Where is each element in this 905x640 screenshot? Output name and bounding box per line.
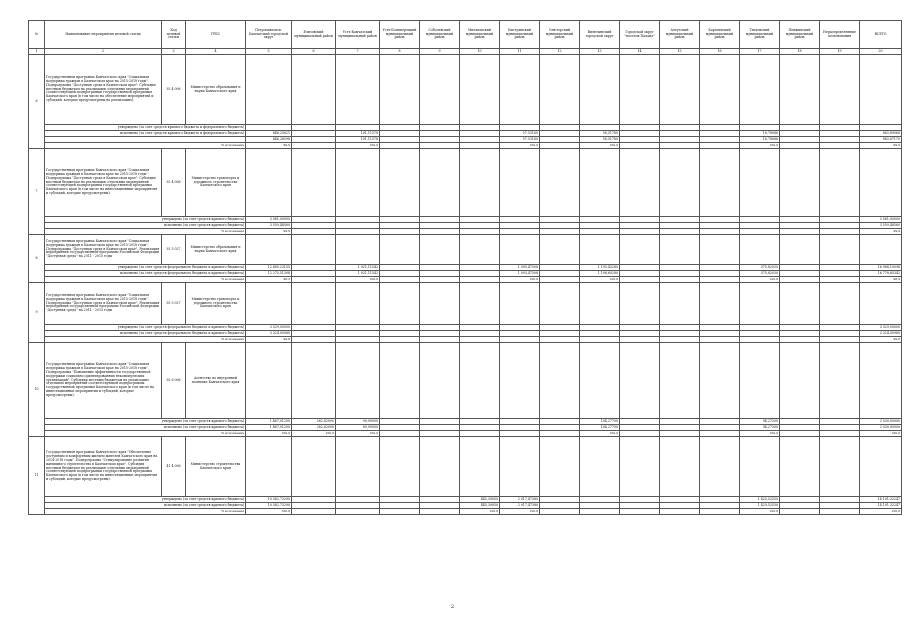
empty-cell [500,55,540,125]
empty-cell [336,55,380,125]
empty-cell [292,149,336,217]
value-cell: 18,78086 [740,137,780,143]
value-cell [420,509,460,515]
value-cell: 1 195,43280 [580,265,620,271]
empty-cell [660,149,700,217]
column-header: № [29,21,45,49]
empty-cell [740,235,780,265]
value-cell: 104,27700 [580,419,620,425]
value-cell: 12 480,23155 [246,265,292,271]
value-cell [580,509,620,515]
empty-cell [380,343,420,419]
value-cell: 100,0 [740,143,780,149]
value-cell: 57,53160 [500,137,540,143]
empty-cell [336,283,380,325]
column-number: 10 [460,49,500,55]
value-cell [700,509,740,515]
value-cell: 3 324,00960 [246,331,292,337]
program-description: Государственная программа Камчатского края "Социальная поддержка граждан в Камчатском крае на 2015-2018 годы". Подпрограмма "Повышение эффективности государственной поддержки социально ориентированных некоммерческих организаций". Субсидии местным бюджетам на реализацию отдельных мероприятий соответствующей подпрограммы государственной программы Камчатского края (в том числе на инвестиционные мероприятия и субсидий, которые предусмотрены). [45,343,162,419]
header-row [29,21,902,49]
empty-cell [292,55,336,125]
empty-cell [780,149,820,217]
column-header: Наименование мероприятия целевой статьи [45,21,162,49]
empty-cell [460,149,500,217]
value-cell: 101,11578 [336,137,380,143]
empty-cell [820,283,860,325]
value-cell: 16 968,10098 [860,265,902,271]
empty-cell [780,343,820,419]
value-cell: 1 467,01200 [246,425,292,431]
empty-cell [620,55,660,125]
row-number: 10 [29,343,45,437]
value-cell: 10 382,73290 [246,503,292,509]
row-number: 7 [29,149,45,235]
empty-cell [740,437,780,497]
column-number: 14 [620,49,660,55]
program-description: Государственная программа Камчатского края "Обеспечение доступным и комфортным жильем жителей Камчатского края на 2014-2018 годы". Подпрограмма "Стимулирование развития жилищного строительства в Камчатском крае". Субсидии местным бюджетам на реализацию отдельных мероприятий соответствующей подпрограммы государственной программы Камчатского края (в том числе на инвестиционные мероприятия и субсидий, которые предусмотрены). [45,437,162,497]
value-cell: 1 425,52550 [740,497,780,503]
column-header: Код целевой статьи [162,21,186,49]
column-number: 17 [740,49,780,55]
value-cell: 2 017,47380 [500,497,540,503]
row-number: 9 [29,283,45,343]
value-cell: 100,0 [246,431,292,437]
value-cell: 262,82000 [292,425,336,431]
empty-cell [860,235,902,265]
value-cell: 1 093,47508 [500,271,540,277]
empty-cell [660,235,700,265]
empty-cell [740,149,780,217]
value-cell: 10 382,73290 [246,497,292,503]
value-cell: 99,8 [860,337,902,343]
row-label: утверждено (за счет средств краевого бюджета и федерального бюджета) [45,125,246,131]
value-cell: 100,0 [336,431,380,437]
value-cell: 100,0 [292,431,336,437]
empty-cell [780,437,820,497]
row-label: % исполнения [45,509,246,515]
row-label: исполнено (за счет средств краевого бюджета) [45,223,246,229]
value-cell [660,509,700,515]
row-label: % исполнения [45,229,246,235]
row-label: исполнено (за счет средств краевого бюджета) [45,503,246,509]
page-number: 2 [450,604,455,610]
value-cell: 101,11578 [336,131,380,137]
empty-cell [292,343,336,419]
value-cell [292,509,336,515]
value-cell: 3 559,48560 [246,223,292,229]
row-label: утверждено (за счет средств краевого бюджета) [45,497,246,503]
column-header: Быстринский муниципальный район [500,21,540,49]
program-row [29,437,902,497]
column-header: Алеутский муниципальный район [660,21,700,49]
column-number: 6 [292,49,336,55]
empty-cell [336,437,380,497]
empty-cell [820,235,860,265]
row-label: исполнено (за счет средств федерального бюджета и краевого бюджета) [45,271,246,277]
value-cell: 646,26598 [246,137,292,143]
empty-cell [820,437,860,497]
row-label: исполнено (за счет средств краевого бюджета) [45,425,246,431]
empty-cell [700,343,740,419]
empty-cell [580,55,620,125]
empty-cell [580,283,620,325]
value-cell: 3 329,50000 [860,325,902,331]
grbs-name: Министерство транспорта и дорожного строительства Камчатского края [186,283,246,325]
empty-cell [336,235,380,265]
empty-cell [540,235,580,265]
value-cell: 1 921,11542 [336,265,380,271]
empty-cell [420,343,460,419]
value-cell: 58,51780 [580,137,620,143]
value-cell: 883,87170 [860,137,902,143]
grbs-name: Агентство по внутренней политике Камчатского края [186,343,246,419]
column-header: Нераспределенные ассигнования [820,21,860,49]
value-cell: 57,53160 [500,131,540,137]
value-cell: 375,82030 [740,271,780,277]
empty-cell [420,283,460,325]
empty-cell [380,149,420,217]
empty-cell [540,437,580,497]
target-article-code: 35 6 006 [162,343,186,419]
row-label: утверждено (за счет средств краевого бюджета) [45,419,246,425]
column-number: 13 [580,49,620,55]
empty-cell [700,235,740,265]
value-cell: 1 425,52550 [740,503,780,509]
empty-cell [420,235,460,265]
value-cell: 1 467,01200 [246,419,292,425]
row-number: 11 [29,437,45,515]
value-cell: 100,0 [580,143,620,149]
empty-cell [820,55,860,125]
target-article-code: 35 4 006 [162,55,186,125]
value-cell: 100,0 [740,431,780,437]
value-cell [820,509,860,515]
empty-cell [540,343,580,419]
value-cell: 100,0 [500,509,540,515]
program-row [29,343,902,419]
value-cell: 100,0 [740,509,780,515]
column-number: 5 [246,49,292,55]
empty-cell [580,149,620,217]
row-label: исполнено (за счет средств краевого бюджета и федерального бюджета) [45,131,246,137]
column-number: 3 [162,49,186,55]
empty-cell [820,343,860,419]
column-header: Усть-Большерецкий муниципальный район [380,21,420,49]
empty-cell [580,437,620,497]
empty-cell [660,283,700,325]
empty-cell [740,55,780,125]
empty-cell [860,437,902,497]
column-header: Соболевский муниципальный район [420,21,460,49]
empty-cell [740,343,780,419]
empty-cell [460,235,500,265]
value-cell: 1 198,69280 [580,271,620,277]
empty-cell [292,437,336,497]
value-cell: 58,51780 [580,131,620,137]
grbs-name: Министерство строительства Камчатского края [186,437,246,497]
value-cell: 100,0 [460,509,500,515]
empty-cell [860,55,902,125]
column-number: 18 [780,49,820,55]
empty-cell [500,283,540,325]
value-cell: 100,0 [246,509,292,515]
empty-cell [380,55,420,125]
value-cell: 100,0 [860,431,902,437]
empty-cell [860,283,902,325]
empty-cell [580,235,620,265]
empty-cell [780,55,820,125]
program-description: Государственная программа Камчатского края "Социальная поддержка граждан в Камчатском крае на 2015-2018 годы". Подпрограмма "Доступная среда в Камчатском крае". Реализация мероприятий государственной программы Российской Федерации "Доступная среда" на 2011 - 2015 годы [45,283,162,325]
program-description: Государственная программа Камчатского края "Социальная поддержка граждан в Камчатском крае на 2015-2018 годы". Подпрограмма "Доступная среда в Камчатском крае". Реализация мероприятий государственной программы Российской Федерации "Доступная среда" на 2011 - 2015 годы [45,235,162,265]
empty-cell [620,283,660,325]
value-cell: 14 191,32247 [860,497,902,503]
value-cell: 445,39050 [460,503,500,509]
empty-cell [620,149,660,217]
empty-cell [660,55,700,125]
value-cell [336,509,380,515]
row-label: % исполнения [45,337,246,343]
row-label: утверждено (за счет средств федерального бюджета и краевого бюджета) [45,265,246,271]
row-label: утверждено (за счет средств краевого бюджета) [45,217,246,223]
column-number: 11 [500,49,540,55]
value-cell: 16 778,65342 [860,271,902,277]
value-cell [620,509,660,515]
value-cell: 3 561,00000 [246,217,292,223]
empty-cell [620,343,660,419]
empty-cell [246,437,292,497]
empty-cell [540,55,580,125]
value-cell: 2 017,47380 [500,503,540,509]
empty-cell [246,55,292,125]
value-cell: 98,3 [246,277,292,283]
target-article-code: 35 4 006 [162,149,186,217]
column-number: 19 [820,49,860,55]
column-number: 9 [420,49,460,55]
empty-cell [420,437,460,497]
value-cell [780,509,820,515]
column-header: Елизовский муниципальный район [292,21,336,49]
grbs-name: Министерство образования и науки Камчатского края [186,55,246,125]
row-number: 6 [29,55,45,149]
value-cell: 3 329,50000 [246,325,292,331]
target-article-code: 35 5 027 [162,283,186,325]
empty-cell [820,149,860,217]
grbs-name: Министерство образования и науки Камчатского края [186,235,246,265]
empty-cell [620,437,660,497]
target-article-code: 35 5 027 [162,235,186,265]
empty-cell [460,283,500,325]
value-cell: 100,0 [580,431,620,437]
value-cell: 3 324,00960 [860,331,902,337]
empty-cell [336,343,380,419]
empty-cell [620,235,660,265]
value-cell: 3 561,00000 [860,217,902,223]
column-number: 1 [29,49,45,55]
value-cell: 99,8 [246,337,292,343]
empty-cell [246,283,292,325]
value-cell: 14 191,32247 [860,503,902,509]
value-cell: 99,9 [246,143,292,149]
report-table-page [28,20,900,515]
empty-cell [380,283,420,325]
value-cell: 100,0 [500,277,540,283]
empty-cell [540,283,580,325]
empty-cell [292,283,336,325]
row-number: 8 [29,235,45,283]
empty-cell [460,55,500,125]
program-row [29,149,902,217]
empty-cell [500,437,540,497]
program-description: Государственная программа Камчатского края "Социальная поддержка граждан в Камчатском крае на 2015-2018 годы". Подпрограмма "Доступная среда в Камчатском крае". Субсидии местным бюджетам на реализацию отдельных мероприятий соответствующей подпрограммы государственной программы Камчатского края (в том числе на обеспечение мероприятий и субсидий, которые предусмотрены на реализацию). [45,55,162,125]
column-header: ВСЕГО [860,21,902,49]
column-header: Петропавловск-Камчатский городской округ [246,21,292,49]
empty-cell [336,149,380,217]
column-header: Городской округ "поселок Палана" [620,21,660,49]
empty-cell [780,283,820,325]
row-label: % исполнения [45,143,246,149]
value-cell: 3 559,48560 [860,223,902,229]
value-cell: 883,89066 [860,131,902,137]
value-cell: 646,25621 [246,131,292,137]
row-label: утверждено (за счет средств федерального бюджета и краевого бюджета) [45,325,246,331]
column-number: 16 [700,49,740,55]
empty-cell [460,437,500,497]
value-cell: 1 095,47508 [500,265,540,271]
empty-cell [500,343,540,419]
program-row [29,235,902,265]
value-cell: 89,90000 [336,425,380,431]
value-cell: 12 275,51308 [246,271,292,277]
empty-cell [700,283,740,325]
value-cell: 445,39050 [460,497,500,503]
column-number: 12 [540,49,580,55]
row-label: % исполнения [45,277,246,283]
grbs-name: Министерство транспорта и дорожного строительства Камчатского края [186,149,246,217]
empty-cell [420,55,460,125]
empty-cell [860,343,902,419]
empty-cell [246,343,292,419]
value-cell: 104,27700 [580,425,620,431]
empty-cell [500,235,540,265]
row-label: % исполнения [45,431,246,437]
value-cell: 262,82000 [292,419,336,425]
row-label: исполнено (за счет средств федерального бюджета и краевого бюджета) [45,331,246,337]
empty-cell [540,149,580,217]
column-number: 20 [860,49,902,55]
empty-cell [700,437,740,497]
value-cell: 99,9 [246,229,292,235]
value-cell: 2 030,00000 [860,425,902,431]
column-header: ГРБС [186,21,246,49]
table-body [29,55,902,515]
column-number: 4 [186,49,246,55]
empty-cell [246,149,292,217]
value-cell: 98,9 [860,277,902,283]
column-number: 15 [660,49,700,55]
value-cell: 100,0 [860,509,902,515]
empty-cell [380,235,420,265]
empty-cell [460,343,500,419]
empty-cell [500,149,540,217]
value-cell: 99,9 [860,229,902,235]
value-cell: 94,27300 [740,425,780,431]
value-cell [540,509,580,515]
value-cell: 99,9 [860,143,902,149]
empty-cell [420,149,460,217]
value-row [29,509,902,515]
column-number: 2 [45,49,162,55]
program-row [29,283,902,325]
column-header: Усть-Камчатский муниципальный район [336,21,380,49]
empty-cell [660,437,700,497]
value-cell: 90,90000 [336,419,380,425]
value-cell: 375,82030 [740,265,780,271]
column-header: Мильковский муниципальный район [460,21,500,49]
column-header: Тигильский муниципальный район [740,21,780,49]
empty-cell [700,55,740,125]
empty-cell [292,235,336,265]
program-row [29,55,902,125]
value-cell: 100,0 [740,277,780,283]
value-cell: 94,27300 [740,419,780,425]
empty-cell [860,149,902,217]
empty-cell [380,437,420,497]
empty-cell [700,149,740,217]
empty-cell [580,343,620,419]
empty-cell [780,235,820,265]
value-cell: 1 921,11542 [336,271,380,277]
column-header: Олюторский муниципальный район [540,21,580,49]
column-header: Карагинский муниципальный район [700,21,740,49]
program-description: Государственная программа Камчатского края "Социальная поддержка граждан в Камчатском крае на 2015-2018 годы". Подпрограмма "Доступная среда в Камчатском крае". Субсидии местным бюджетам на реализацию отдельных мероприятий соответствующей подпрограммы государственной программы Камчатского края (в том числе на инвестиционные мероприятия и субсидий, которые предусмотрены). [45,149,162,217]
budget-table [28,20,902,515]
column-header: Вилючинский городской округ [580,21,620,49]
column-header: Пенжинский муниципальный район [780,21,820,49]
empty-cell [246,235,292,265]
column-number: 7 [336,49,380,55]
empty-cell [740,283,780,325]
target-article-code: 41 4 006 [162,437,186,497]
value-cell [380,509,420,515]
value-cell: 100,0 [580,277,620,283]
column-number: 8 [380,49,420,55]
empty-cell [660,343,700,419]
value-cell: 100,0 [336,143,380,149]
value-cell: 18,78086 [740,131,780,137]
value-cell: 100,0 [336,277,380,283]
value-cell: 100,0 [500,143,540,149]
value-cell: 2 030,00000 [860,419,902,425]
